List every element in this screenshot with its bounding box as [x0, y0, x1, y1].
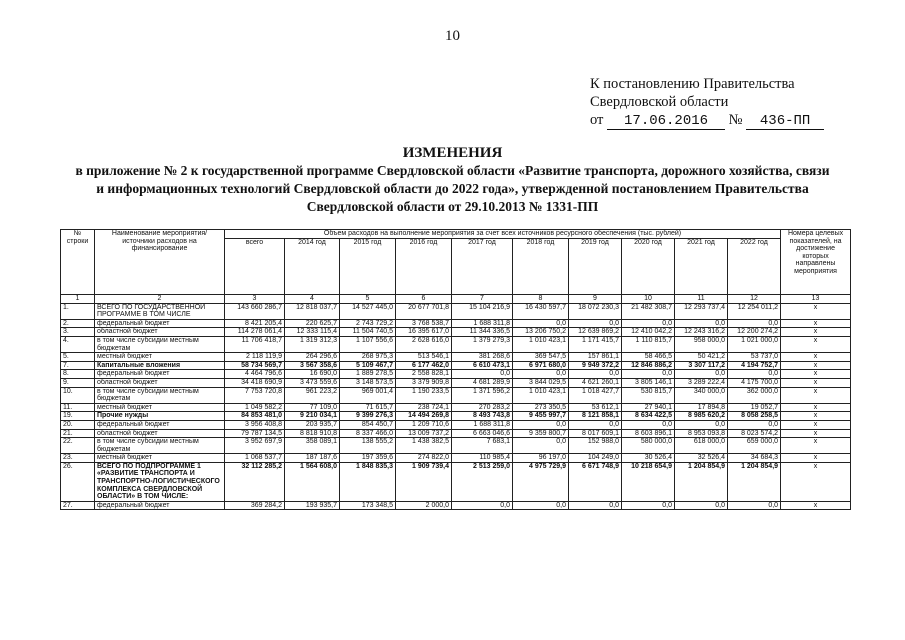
reference-line-1: К постановлению Правительства	[590, 76, 795, 92]
header-year: 2019 год	[569, 239, 622, 295]
amount-cell: 530 815,7	[622, 387, 675, 403]
table-row	[61, 370, 851, 379]
amount-cell: 8 421 205,4	[225, 319, 285, 328]
activity-name: областной бюджет	[95, 328, 225, 337]
target-indicator-cell: х	[781, 353, 851, 362]
amount-cell: 4 975 729,9	[513, 462, 569, 501]
amount-cell: 0,0	[513, 501, 569, 510]
amount-cell: 1 438 382,5	[396, 438, 452, 454]
amount-cell: 0,0	[675, 319, 728, 328]
amount-cell: 32 526,4	[675, 454, 728, 463]
amount-cell: 3 768 538,7	[396, 319, 452, 328]
amount-cell: 0,0	[569, 501, 622, 510]
table-row	[61, 412, 851, 421]
amount-cell: 1 209 710,6	[396, 420, 452, 429]
amount-cell: 1 688 311,8	[452, 420, 513, 429]
table-row	[61, 361, 851, 370]
target-indicator-cell: х	[781, 501, 851, 510]
number-label: №	[728, 112, 743, 128]
amount-cell: 220 625,7	[285, 319, 340, 328]
header-year: 2016 год	[396, 239, 452, 295]
row-number: 23.	[61, 454, 95, 463]
header-year: 2017 год	[452, 239, 513, 295]
document-title: ИЗМЕНЕНИЯ	[402, 145, 503, 161]
table-row	[61, 403, 851, 412]
amount-cell: 173 348,5	[340, 501, 396, 510]
amount-cell: 3 307 117,2	[675, 361, 728, 370]
row-number: 11.	[61, 403, 95, 412]
amount-cell: 17 894,8	[675, 403, 728, 412]
amount-cell: 369 284,2	[225, 501, 285, 510]
amount-cell: 14 494 269,8	[396, 412, 452, 421]
amount-cell: 12 200 274,2	[728, 328, 781, 337]
amount-cell: 12 254 011,2	[728, 303, 781, 319]
header-year: 2014 год	[285, 239, 340, 295]
activity-name: местный бюджет	[95, 454, 225, 463]
amount-cell: 84 853 481,0	[225, 412, 285, 421]
header-activity-name: Наименование мероприятия/ источники расходов на финансирование	[95, 230, 225, 295]
amount-cell: 264 296,6	[285, 353, 340, 362]
target-indicator-cell: х	[781, 370, 851, 379]
column-number: 4	[285, 295, 340, 304]
row-number: 5.	[61, 353, 95, 362]
amount-cell: 1 688 311,8	[452, 319, 513, 328]
amount-cell: 157 861,1	[569, 353, 622, 362]
row-number: 10.	[61, 387, 95, 403]
header-year: 2020 год	[622, 239, 675, 295]
amount-cell: 12 846 886,2	[622, 361, 675, 370]
amount-cell: 5 109 467,7	[340, 361, 396, 370]
budget-table	[60, 229, 851, 510]
amount-cell: 273 350,5	[513, 403, 569, 412]
amount-cell: 4 464 796,6	[225, 370, 285, 379]
amount-cell: 0,0	[513, 420, 569, 429]
amount-cell: 12 410 042,2	[622, 328, 675, 337]
resolution-date: 17.06.2016	[607, 114, 725, 130]
column-number: 13	[781, 295, 851, 304]
amount-cell: 9 455 997,7	[513, 412, 569, 421]
column-number: 11	[675, 295, 728, 304]
amount-cell: 3 952 697,9	[225, 438, 285, 454]
amount-cell: 1 171 415,7	[569, 336, 622, 352]
target-indicator-cell: х	[781, 319, 851, 328]
amount-cell: 13 206 750,2	[513, 328, 569, 337]
header-expense-volume: Объем расходов на выполнение мероприятия за счет всех источников ресурсного обеспечения (тыс. рублей)	[225, 230, 781, 239]
amount-cell: 143 660 286,7	[225, 303, 285, 319]
amount-cell: 0,0	[569, 370, 622, 379]
amount-cell: 20 677 701,8	[396, 303, 452, 319]
amount-cell: 0,0	[728, 501, 781, 510]
row-number: 4.	[61, 336, 95, 352]
activity-name: Капитальные вложения	[95, 361, 225, 370]
amount-cell: 6 177 462,0	[396, 361, 452, 370]
amount-cell: 1 049 582,2	[225, 403, 285, 412]
row-number: 1.	[61, 303, 95, 319]
target-indicator-cell: х	[781, 336, 851, 352]
table-header-row	[61, 230, 851, 239]
row-number: 8.	[61, 370, 95, 379]
amount-cell: 11 706 418,7	[225, 336, 285, 352]
amount-cell: 0,0	[728, 319, 781, 328]
target-indicator-cell: х	[781, 438, 851, 454]
amount-cell: 8 603 896,1	[622, 429, 675, 438]
row-number: 19.	[61, 412, 95, 421]
activity-name: федеральный бюджет	[95, 319, 225, 328]
activity-name: Прочие нужды	[95, 412, 225, 421]
target-indicator-cell: х	[781, 454, 851, 463]
target-indicator-cell: х	[781, 412, 851, 421]
amount-cell: 11 344 336,5	[452, 328, 513, 337]
amount-cell: 8 337 466,0	[340, 429, 396, 438]
amount-cell: 1 110 815,7	[622, 336, 675, 352]
amount-cell: 0,0	[569, 420, 622, 429]
table-row	[61, 420, 851, 429]
amount-cell: 854 450,7	[340, 420, 396, 429]
amount-cell: 30 526,4	[622, 454, 675, 463]
amount-cell: 18 072 230,3	[569, 303, 622, 319]
amount-cell: 27 940,1	[622, 403, 675, 412]
column-number: 3	[225, 295, 285, 304]
amount-cell: 7 683,1	[452, 438, 513, 454]
amount-cell: 513 546,1	[396, 353, 452, 362]
from-label: от	[590, 112, 604, 128]
amount-cell: 10 218 654,9	[622, 462, 675, 501]
amount-cell: 1 379 279,3	[452, 336, 513, 352]
amount-cell: 8 634 422,5	[622, 412, 675, 421]
amount-cell: 1 107 556,6	[340, 336, 396, 352]
amount-cell: 0,0	[622, 420, 675, 429]
amount-cell: 0,0	[569, 319, 622, 328]
amount-cell: 110 985,4	[452, 454, 513, 463]
amount-cell: 16 690,0	[285, 370, 340, 379]
amount-cell: 1 909 739,4	[396, 462, 452, 501]
column-number: 1	[61, 295, 95, 304]
amount-cell: 8 121 858,1	[569, 412, 622, 421]
amount-cell: 3 289 222,4	[675, 378, 728, 387]
page-number: 10	[445, 28, 460, 44]
amount-cell: 0,0	[622, 370, 675, 379]
amount-cell: 1 010 423,1	[513, 387, 569, 403]
amount-cell: 958 000,0	[675, 336, 728, 352]
amount-cell: 12 243 316,2	[675, 328, 728, 337]
amount-cell: 13 009 737,2	[396, 429, 452, 438]
table-row	[61, 501, 851, 510]
amount-cell: 12 818 037,7	[285, 303, 340, 319]
amount-cell: 50 421,2	[675, 353, 728, 362]
amount-cell: 12 333 115,4	[285, 328, 340, 337]
amount-cell: 19 052,7	[728, 403, 781, 412]
amount-cell: 203 935,7	[285, 420, 340, 429]
amount-cell: 12 293 737,4	[675, 303, 728, 319]
amount-cell: 1 021 000,0	[728, 336, 781, 352]
amount-cell: 34 418 690,9	[225, 378, 285, 387]
document-subtitle: в приложение № 2 к государственной программе Свердловской области «Развитие транспорта, дорожного хозяйства, связи и информационных технологий Свердловской области до 2022 года», утвержденной постановлением Правительства Свердловской области от 29.10.2013 № 1331-ПП	[75, 163, 830, 214]
table-row	[61, 454, 851, 463]
amount-cell: 340 000,0	[675, 387, 728, 403]
column-numbers-row	[61, 295, 851, 304]
amount-cell: 14 527 445,0	[340, 303, 396, 319]
table-row	[61, 387, 851, 403]
amount-cell: 358 089,1	[285, 438, 340, 454]
target-indicator-cell: х	[781, 429, 851, 438]
amount-cell: 15 104 216,9	[452, 303, 513, 319]
column-number: 2	[95, 295, 225, 304]
amount-cell: 1 564 608,0	[285, 462, 340, 501]
amount-cell: 6 671 748,9	[569, 462, 622, 501]
table-row	[61, 336, 851, 352]
header-year: 2018 год	[513, 239, 569, 295]
amount-cell: 0,0	[675, 501, 728, 510]
amount-cell: 2 628 616,0	[396, 336, 452, 352]
row-number: 9.	[61, 378, 95, 387]
amount-cell: 362 000,0	[728, 387, 781, 403]
amount-cell: 4 194 752,7	[728, 361, 781, 370]
amount-cell: 369 547,5	[513, 353, 569, 362]
activity-name: федеральный бюджет	[95, 501, 225, 510]
target-indicator-cell: х	[781, 328, 851, 337]
amount-cell: 1 190 233,5	[396, 387, 452, 403]
amount-cell: 0,0	[513, 370, 569, 379]
amount-cell: 53 737,0	[728, 353, 781, 362]
amount-cell: 152 988,0	[569, 438, 622, 454]
amount-cell: 4 175 700,0	[728, 378, 781, 387]
amount-cell: 8 493 743,8	[452, 412, 513, 421]
amount-cell: 969 001,4	[340, 387, 396, 403]
header-year: 2021 год	[675, 239, 728, 295]
amount-cell: 11 504 740,5	[340, 328, 396, 337]
amount-cell: 618 000,0	[675, 438, 728, 454]
column-number: 8	[513, 295, 569, 304]
amount-cell: 34 684,3	[728, 454, 781, 463]
amount-cell: 1 889 278,5	[340, 370, 396, 379]
amount-cell: 6 663 046,6	[452, 429, 513, 438]
row-number: 2.	[61, 319, 95, 328]
header-total: всего	[225, 239, 285, 295]
amount-cell: 8 058 258,5	[728, 412, 781, 421]
amount-cell: 114 278 061,4	[225, 328, 285, 337]
activity-name: в том числе субсидии местным бюджетам	[95, 387, 225, 403]
amount-cell: 16 395 617,0	[396, 328, 452, 337]
amount-cell: 138 555,2	[340, 438, 396, 454]
amount-cell: 1 068 537,7	[225, 454, 285, 463]
header-target-indicators: Номера целевых показателей, на достижение которых направлены мероприятия	[781, 230, 851, 295]
amount-cell: 268 975,3	[340, 353, 396, 362]
amount-cell: 197 359,6	[340, 454, 396, 463]
activity-name: местный бюджет	[95, 403, 225, 412]
amount-cell: 3 805 146,1	[622, 378, 675, 387]
amount-cell: 1 204 854,9	[728, 462, 781, 501]
amount-cell: 0,0	[675, 420, 728, 429]
table-row	[61, 353, 851, 362]
amount-cell: 77 109,0	[285, 403, 340, 412]
amount-cell: 580 000,0	[622, 438, 675, 454]
amount-cell: 2 118 119,9	[225, 353, 285, 362]
row-number: 21.	[61, 429, 95, 438]
amount-cell: 4 681 289,9	[452, 378, 513, 387]
amount-cell: 2 513 259,0	[452, 462, 513, 501]
amount-cell: 12 639 869,2	[569, 328, 622, 337]
column-number: 9	[569, 295, 622, 304]
amount-cell: 0,0	[513, 438, 569, 454]
header-row-number: № строки	[61, 230, 95, 295]
document-reference	[590, 75, 824, 130]
amount-cell: 381 268,6	[452, 353, 513, 362]
amount-cell: 2 558 828,1	[396, 370, 452, 379]
amount-cell: 21 482 308,7	[622, 303, 675, 319]
table-row	[61, 438, 851, 454]
target-indicator-cell: х	[781, 462, 851, 501]
activity-name: федеральный бюджет	[95, 420, 225, 429]
amount-cell: 8 017 609,1	[569, 429, 622, 438]
amount-cell: 1 010 423,1	[513, 336, 569, 352]
amount-cell: 0,0	[675, 370, 728, 379]
amount-cell: 274 822,0	[396, 454, 452, 463]
column-number: 10	[622, 295, 675, 304]
amount-cell: 96 197,0	[513, 454, 569, 463]
amount-cell: 9 949 372,2	[569, 361, 622, 370]
amount-cell: 1 371 596,2	[452, 387, 513, 403]
amount-cell: 1 848 835,3	[340, 462, 396, 501]
amount-cell: 0,0	[452, 370, 513, 379]
activity-name: местный бюджет	[95, 353, 225, 362]
target-indicator-cell: х	[781, 303, 851, 319]
amount-cell: 3 148 573,5	[340, 378, 396, 387]
table-row	[61, 319, 851, 328]
amount-cell: 961 223,2	[285, 387, 340, 403]
amount-cell: 0,0	[728, 420, 781, 429]
activity-name: в том числе субсидии местным бюджетам	[95, 336, 225, 352]
activity-name: областной бюджет	[95, 378, 225, 387]
amount-cell: 187 187,6	[285, 454, 340, 463]
table-row	[61, 378, 851, 387]
amount-cell: 0,0	[622, 319, 675, 328]
table-row	[61, 303, 851, 319]
amount-cell: 7 753 720,8	[225, 387, 285, 403]
amount-cell: 1 319 312,3	[285, 336, 340, 352]
column-number: 12	[728, 295, 781, 304]
reference-line-2: Свердловской области	[590, 94, 729, 110]
amount-cell: 16 430 597,7	[513, 303, 569, 319]
reference-line-3	[590, 111, 824, 130]
row-number: 27.	[61, 501, 95, 510]
amount-cell: 3 844 029,5	[513, 378, 569, 387]
row-number: 20.	[61, 420, 95, 429]
amount-cell: 3 473 559,6	[285, 378, 340, 387]
activity-name: ВСЕГО ПО ПОДПРОГРАММЕ 1 «РАЗВИТИЕ ТРАНСПОРТА И ТРАНСПОРТНО-ЛОГИСТИЧЕСКОГО КОМПЛЕКСА СВЕРДЛОВСКОЙ ОБЛАСТИ» В ТОМ ЧИСЛЕ:	[95, 462, 225, 501]
amount-cell: 3 567 358,6	[285, 361, 340, 370]
amount-cell: 2 743 729,2	[340, 319, 396, 328]
activity-name: в том числе субсидии местным бюджетам	[95, 438, 225, 454]
amount-cell: 9 210 034,1	[285, 412, 340, 421]
amount-cell: 79 787 134,5	[225, 429, 285, 438]
row-number: 26.	[61, 462, 95, 501]
target-indicator-cell: х	[781, 378, 851, 387]
header-year: 2015 год	[340, 239, 396, 295]
target-indicator-cell: х	[781, 387, 851, 403]
amount-cell: 58 734 569,7	[225, 361, 285, 370]
amount-cell: 270 283,2	[452, 403, 513, 412]
amount-cell: 0,0	[513, 319, 569, 328]
amount-cell: 2 000,0	[396, 501, 452, 510]
resolution-number: 436-ПП	[746, 114, 824, 130]
activity-name: областной бюджет	[95, 429, 225, 438]
column-number: 5	[340, 295, 396, 304]
amount-cell: 1 204 854,9	[675, 462, 728, 501]
activity-name: ВСЕГО ПО ГОСУДАРСТВЕННОЙ ПРОГРАММЕ В ТОМ ЧИСЛЕ	[95, 303, 225, 319]
amount-cell: 4 621 260,1	[569, 378, 622, 387]
row-number: 22.	[61, 438, 95, 454]
amount-cell: 9 399 276,3	[340, 412, 396, 421]
amount-cell: 32 112 285,2	[225, 462, 285, 501]
target-indicator-cell: х	[781, 403, 851, 412]
amount-cell: 71 615,7	[340, 403, 396, 412]
amount-cell: 238 724,1	[396, 403, 452, 412]
amount-cell: 1 018 427,7	[569, 387, 622, 403]
target-indicator-cell: х	[781, 361, 851, 370]
amount-cell: 53 612,1	[569, 403, 622, 412]
amount-cell: 0,0	[452, 501, 513, 510]
amount-cell: 3 956 408,8	[225, 420, 285, 429]
amount-cell: 659 000,0	[728, 438, 781, 454]
amount-cell: 0,0	[622, 501, 675, 510]
amount-cell: 104 249,0	[569, 454, 622, 463]
amount-cell: 0,0	[728, 370, 781, 379]
table-row	[61, 462, 851, 501]
amount-cell: 193 935,7	[285, 501, 340, 510]
column-number: 6	[396, 295, 452, 304]
amount-cell: 58 466,5	[622, 353, 675, 362]
column-number: 7	[452, 295, 513, 304]
table-row	[61, 328, 851, 337]
amount-cell: 9 359 800,7	[513, 429, 569, 438]
amount-cell: 6 971 680,0	[513, 361, 569, 370]
amount-cell: 8 023 574,2	[728, 429, 781, 438]
amount-cell: 8 818 910,8	[285, 429, 340, 438]
amount-cell: 8 985 620,2	[675, 412, 728, 421]
row-number: 7.	[61, 361, 95, 370]
amount-cell: 8 953 093,8	[675, 429, 728, 438]
target-indicator-cell: х	[781, 420, 851, 429]
amount-cell: 3 379 909,8	[396, 378, 452, 387]
activity-name: федеральный бюджет	[95, 370, 225, 379]
row-number: 3.	[61, 328, 95, 337]
table-row	[61, 429, 851, 438]
header-year: 2022 год	[728, 239, 781, 295]
amount-cell: 6 610 473,1	[452, 361, 513, 370]
